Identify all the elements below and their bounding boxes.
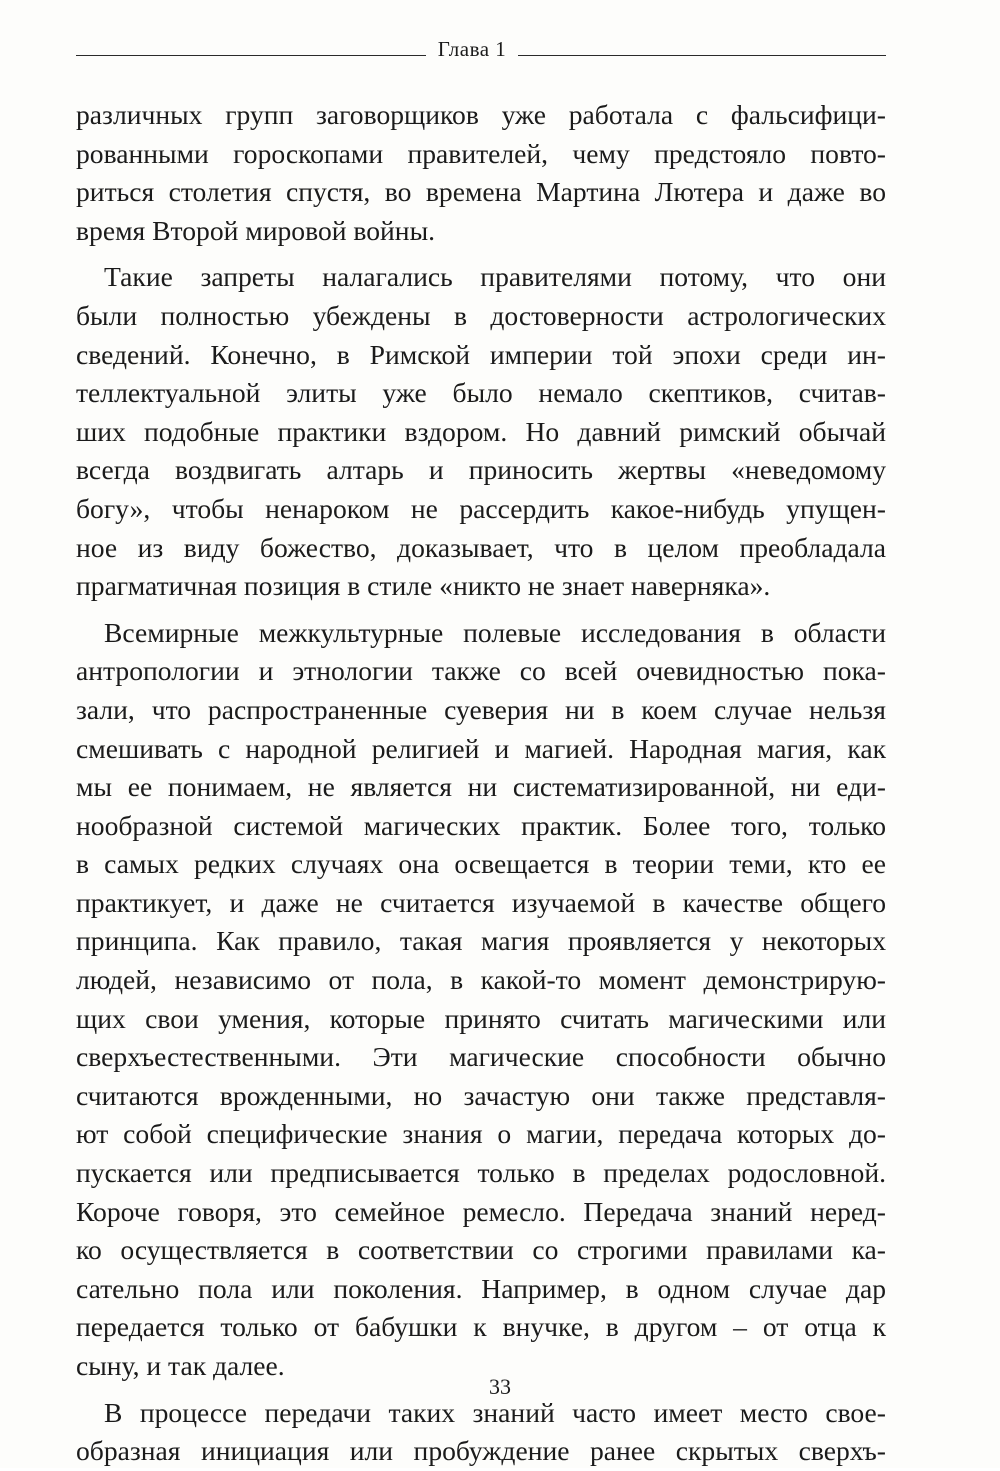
- text-line: риться столетия спустя, во времена Мартина Лютера и даже во: [76, 176, 886, 208]
- text-line: Такие запреты налагались правителями потому, что они: [104, 261, 886, 293]
- running-header: [76, 36, 886, 70]
- paragraph-4: [76, 1394, 886, 1471]
- text-line: прагматичная позиция в стиле «никто не знает наверняка».: [76, 570, 771, 602]
- text-line: щих свои умения, которые принято считать магическими или: [76, 1002, 886, 1034]
- text-line: принципа. Как правило, такая магия проявляется у некоторых: [76, 925, 886, 957]
- paragraph-1: [76, 96, 886, 250]
- text-line: сведений. Конечно, в Римской империи той эпохи среди ин-: [76, 338, 886, 370]
- text-line: сыну, и так далее.: [76, 1350, 285, 1381]
- header-rule-right: [518, 55, 886, 56]
- text-line: сательно пола или поколения. Например, в одном случае дар: [76, 1272, 886, 1304]
- chapter-title: Глава 1: [437, 37, 507, 61]
- text-line: ших подобные практики вздором. Но давний римский обычай: [76, 415, 886, 447]
- text-line: образная инициация или пробуждение ранее скрытых сверхъ-: [76, 1435, 886, 1467]
- text-line: зали, что распространенные суеверия ни в коем случае нельзя: [76, 693, 886, 725]
- text-line: были полностью убеждены в достоверности астрологических: [76, 299, 886, 331]
- text-line: считаются врожденными, но зачастую они также представля-: [76, 1079, 886, 1111]
- paragraph-3: [76, 614, 886, 1386]
- text-line: сверхъестественными. Эти магические способности обычно: [76, 1041, 886, 1073]
- text-line: антропологии и этнологии также со всей очевидностью пока-: [76, 655, 886, 687]
- body-text: [76, 96, 886, 1471]
- text-line: Короче говоря, это семейное ремесло. Передача знаний неред-: [76, 1195, 886, 1227]
- page-number: 33: [489, 1374, 511, 1399]
- text-line: Всемирные межкультурные полевые исследования в области: [104, 616, 886, 648]
- text-line: передается только от бабушки к внучке, в другом – от отца к: [76, 1311, 886, 1343]
- text-line: людей, независимо от пола, в какой-то момент демонстрирую-: [76, 964, 886, 996]
- header-rule-left: [76, 55, 426, 56]
- text-line: В процессе передачи таких знаний часто имеет место свое-: [104, 1396, 886, 1428]
- text-line: время Второй мировой войны.: [76, 214, 436, 246]
- text-line: ют собой специфические знания о магии, передача которых до-: [76, 1118, 886, 1150]
- text-line: пускается или предписывается только в пределах родословной.: [76, 1157, 886, 1189]
- text-line: в самых редких случаях она освещается в теории теми, кто ее: [76, 848, 886, 880]
- text-line: теллектуальной элиты уже было немало скептиков, считав-: [76, 377, 886, 409]
- text-line: нообразной системой магических практик. Более того, только: [76, 809, 886, 841]
- text-line: ко осуществляется в соответствии со строгими правилами ка-: [76, 1234, 886, 1266]
- text-line: смешивать с народной религией и магией. Народная магия, как: [76, 732, 886, 764]
- text-line: различных групп заговорщиков уже работала с фальсифици-: [76, 99, 886, 130]
- text-line: практикует, и даже не считается изучаемой в качестве общего: [76, 886, 886, 918]
- text-line: всегда воздвигать алтарь и приносить жертвы «неведомому: [76, 454, 886, 486]
- text-line: богу», чтобы ненароком не рассердить какое-нибудь упущен-: [76, 492, 886, 524]
- text-line: рованными гороскопами правителей, чему предстояло повто-: [76, 137, 886, 169]
- text-line: ное из виду божество, доказывает, что в целом преобладала: [76, 531, 886, 563]
- text-line: мы ее понимаем, не является ни систематизированной, ни еди-: [76, 771, 886, 803]
- paragraph-2: [76, 258, 886, 605]
